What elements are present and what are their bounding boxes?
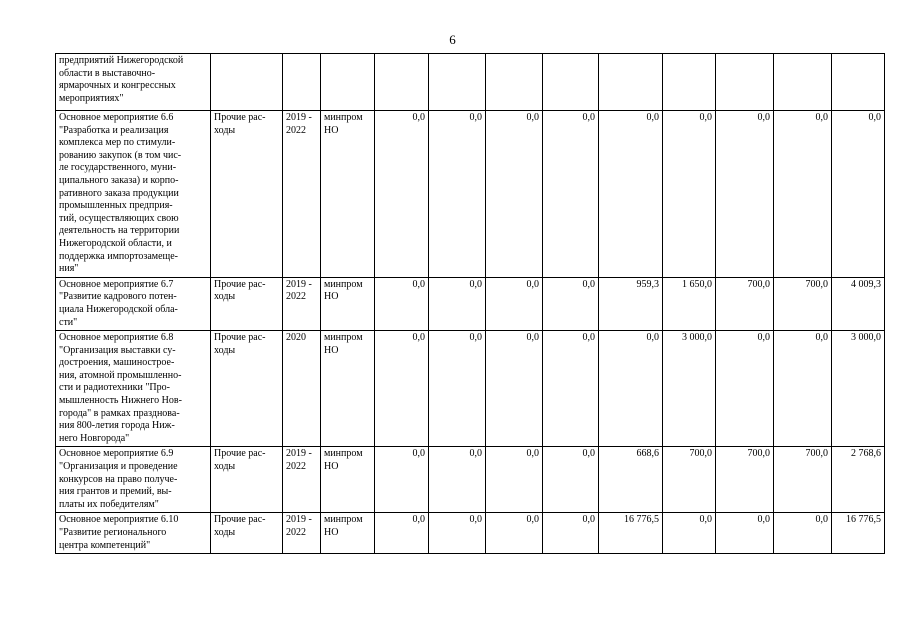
value-cell — [832, 54, 885, 111]
table-row — [56, 54, 885, 111]
period-cell: 2019 - 2022 — [283, 111, 321, 278]
value-cell: 0,0 — [543, 513, 599, 554]
value-cell: 0,0 — [486, 331, 543, 447]
value-cell — [599, 54, 663, 111]
activity-name-cell: предприятий Нижегородской области в выставочно- ярмарочных и конгрессных мероприятиях" — [56, 54, 211, 111]
value-cell: 959,3 — [599, 277, 663, 330]
value-cell: 0,0 — [599, 331, 663, 447]
value-cell: 0,0 — [716, 331, 774, 447]
executor-cell: минпром НО — [321, 447, 375, 513]
value-cell: 3 000,0 — [663, 331, 716, 447]
table-row — [56, 331, 885, 447]
period-cell — [283, 54, 321, 111]
budget-table — [55, 53, 885, 554]
category-cell: Прочие рас- ходы — [211, 111, 283, 278]
activity-name-cell: Основное мероприятие 6.8 "Организация выставки су- достроения, машинострое- ния, атомной промышленно- сти и радиотехники "Про- мышленность Нижнего Нов- города" в рамках празднова- ния 800-летия города Ниж- него Новгорода" — [56, 331, 211, 447]
value-cell — [663, 54, 716, 111]
value-cell: 0,0 — [599, 111, 663, 278]
value-cell — [375, 54, 429, 111]
period-cell: 2020 — [283, 331, 321, 447]
value-cell: 700,0 — [716, 277, 774, 330]
category-cell: Прочие рас- ходы — [211, 513, 283, 554]
page-number: 6 — [449, 32, 456, 47]
value-cell — [543, 54, 599, 111]
value-cell: 0,0 — [375, 447, 429, 513]
value-cell: 0,0 — [774, 331, 832, 447]
value-cell: 16 776,5 — [832, 513, 885, 554]
period-cell: 2019 - 2022 — [283, 277, 321, 330]
table-body — [56, 54, 885, 554]
value-cell: 0,0 — [663, 513, 716, 554]
value-cell: 0,0 — [375, 111, 429, 278]
value-cell: 1 650,0 — [663, 277, 716, 330]
value-cell: 700,0 — [716, 447, 774, 513]
activity-name-cell: Основное мероприятие 6.6 "Разработка и реализация комплекса мер по стимули- рованию закупок (в том чис- ле государственного, муни- ципального заказа) и корпо- ративного заказа продукции промышленных предприя- тий, осуществляющих свою деятельность на территории Нижегородской области, и поддержка импортозамеще- ния" — [56, 111, 211, 278]
value-cell: 0,0 — [429, 111, 486, 278]
value-cell: 0,0 — [429, 277, 486, 330]
value-cell: 0,0 — [543, 277, 599, 330]
activity-name-cell: Основное мероприятие 6.9 "Организация и проведение конкурсов на право получе- ния грантов и премий, вы- платы их победителям" — [56, 447, 211, 513]
value-cell: 700,0 — [774, 277, 832, 330]
value-cell — [486, 54, 543, 111]
executor-cell: минпром НО — [321, 111, 375, 278]
value-cell: 0,0 — [486, 111, 543, 278]
value-cell: 0,0 — [774, 111, 832, 278]
value-cell: 0,0 — [486, 513, 543, 554]
value-cell: 0,0 — [832, 111, 885, 278]
value-cell: 668,6 — [599, 447, 663, 513]
value-cell: 0,0 — [375, 513, 429, 554]
value-cell: 0,0 — [716, 513, 774, 554]
table-row — [56, 447, 885, 513]
value-cell: 0,0 — [375, 331, 429, 447]
activity-name-cell: Основное мероприятие 6.7 "Развитие кадрового потен- циала Нижегородской обла- сти" — [56, 277, 211, 330]
value-cell: 0,0 — [429, 513, 486, 554]
value-cell: 0,0 — [429, 331, 486, 447]
value-cell: 4 009,3 — [832, 277, 885, 330]
category-cell: Прочие рас- ходы — [211, 447, 283, 513]
value-cell: 0,0 — [663, 111, 716, 278]
executor-cell: минпром НО — [321, 277, 375, 330]
period-cell: 2019 - 2022 — [283, 447, 321, 513]
value-cell: 0,0 — [375, 277, 429, 330]
value-cell: 0,0 — [774, 513, 832, 554]
value-cell: 0,0 — [486, 447, 543, 513]
value-cell — [774, 54, 832, 111]
value-cell: 0,0 — [429, 447, 486, 513]
value-cell: 0,0 — [543, 447, 599, 513]
value-cell: 700,0 — [774, 447, 832, 513]
value-cell: 3 000,0 — [832, 331, 885, 447]
value-cell: 0,0 — [543, 331, 599, 447]
executor-cell — [321, 54, 375, 111]
table-row — [56, 513, 885, 554]
activity-name-cell: Основное мероприятие 6.10 "Развитие регионального центра компетенций" — [56, 513, 211, 554]
value-cell: 0,0 — [486, 277, 543, 330]
table-row — [56, 111, 885, 278]
period-cell: 2019 - 2022 — [283, 513, 321, 554]
value-cell: 2 768,6 — [832, 447, 885, 513]
value-cell: 0,0 — [543, 111, 599, 278]
category-cell — [211, 54, 283, 111]
category-cell: Прочие рас- ходы — [211, 331, 283, 447]
value-cell — [716, 54, 774, 111]
value-cell: 0,0 — [716, 111, 774, 278]
executor-cell: минпром НО — [321, 513, 375, 554]
executor-cell: минпром НО — [321, 331, 375, 447]
table-row — [56, 277, 885, 330]
category-cell: Прочие рас- ходы — [211, 277, 283, 330]
value-cell: 16 776,5 — [599, 513, 663, 554]
value-cell — [429, 54, 486, 111]
value-cell: 700,0 — [663, 447, 716, 513]
